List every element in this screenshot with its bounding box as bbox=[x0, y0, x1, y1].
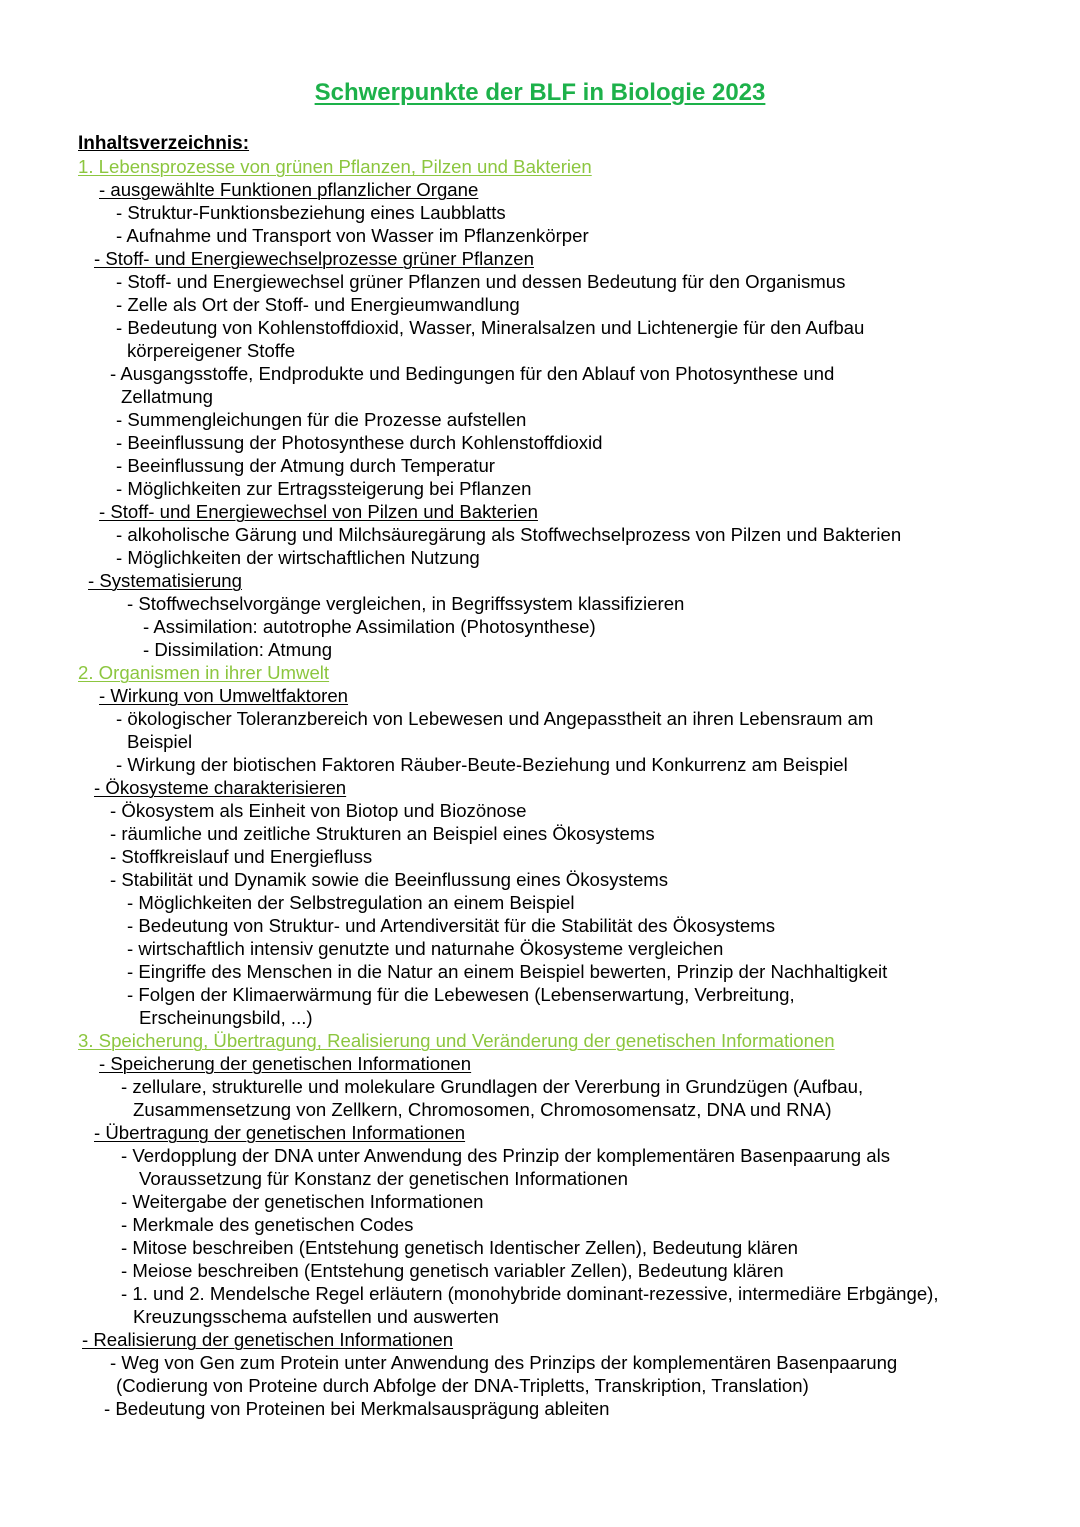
subsection-heading: - Übertragung der genetischen Informationen bbox=[94, 1122, 466, 1143]
list-item: - Möglichkeiten der wirtschaftlichen Nutzung bbox=[116, 547, 480, 568]
subsection-heading: - Systematisierung bbox=[88, 570, 242, 591]
list-item: - Ausgangsstoffe, Endprodukte und Bedingungen für den Ablauf von Photosynthese und bbox=[110, 363, 835, 384]
toc-list bbox=[0, 155, 1080, 1420]
list-item: - Meiose beschreiben (Entstehung genetisch variabler Zellen), Bedeutung klären bbox=[121, 1260, 784, 1281]
list-item: - Zelle als Ort der Stoff- und Energieumwandlung bbox=[116, 294, 520, 315]
subsection-heading: - Stoff- und Energiewechsel von Pilzen und Bakterien bbox=[99, 501, 538, 522]
list-item: - Aufnahme und Transport von Wasser im Pflanzenkörper bbox=[116, 225, 589, 246]
list-item: - Weitergabe der genetischen Informationen bbox=[121, 1191, 484, 1212]
list-item: - alkoholische Gärung und Milchsäuregärung als Stoffwechselprozess von Pilzen und Bakterien bbox=[116, 524, 902, 545]
list-item-continuation: Kreuzungsschema aufstellen und auswerten bbox=[133, 1306, 499, 1327]
page-title: Schwerpunkte der BLF in Biologie 2023 bbox=[314, 79, 766, 106]
list-item-continuation: Erscheinungsbild, ...) bbox=[139, 1007, 313, 1028]
toc-heading: Inhaltsverzeichnis: bbox=[78, 133, 250, 154]
list-item: - Beeinflussung der Photosynthese durch Kohlenstoffdioxid bbox=[116, 432, 603, 453]
list-item: - Merkmale des genetischen Codes bbox=[121, 1214, 414, 1235]
subsection-heading: - ausgewählte Funktionen pflanzlicher Organe bbox=[99, 179, 479, 200]
list-item-continuation: körpereigener Stoffe bbox=[127, 340, 296, 361]
subsection-heading: - Wirkung von Umweltfaktoren bbox=[99, 685, 349, 706]
list-item: - Stoffwechselvorgänge vergleichen, in Begriffssystem klassifizieren bbox=[127, 593, 685, 614]
list-item: - Wirkung der biotischen Faktoren Räuber-Beute-Beziehung und Konkurrenz am Beispiel bbox=[116, 754, 848, 775]
list-item: - Möglichkeiten zur Ertragssteigerung bei Pflanzen bbox=[116, 478, 532, 499]
list-item-continuation: Zellatmung bbox=[121, 386, 213, 407]
list-item-nested: - Möglichkeiten der Selbstregulation an einem Beispiel bbox=[127, 892, 575, 913]
list-item-continuation: Voraussetzung für Konstanz der genetischen Informationen bbox=[139, 1168, 628, 1189]
list-item: - Bedeutung von Proteinen bei Merkmalsausprägung ableiten bbox=[104, 1398, 610, 1419]
list-item: - Beeinflussung der Atmung durch Temperatur bbox=[116, 455, 495, 476]
list-item-nested: - Folgen der Klimaerwärmung für die Lebewesen (Lebenserwartung, Verbreitung, bbox=[127, 984, 795, 1005]
list-item: - 1. und 2. Mendelsche Regel erläutern (monohybride dominant-rezessive, intermediäre Erbgänge), bbox=[121, 1283, 939, 1304]
section-heading-1: 1. Lebensprozesse von grünen Pflanzen, Pilzen und Bakterien bbox=[78, 156, 592, 177]
list-item-continuation: Zusammensetzung von Zellkern, Chromosomen, Chromosomensatz, DNA und RNA) bbox=[133, 1099, 832, 1120]
list-item: - Stoff- und Energiewechsel grüner Pflanzen und dessen Bedeutung für den Organismus bbox=[116, 271, 846, 292]
list-item-nested: - Bedeutung von Struktur- und Artendiversität für die Stabilität des Ökosystems bbox=[127, 915, 776, 936]
list-item: - Bedeutung von Kohlenstoffdioxid, Wasser, Mineralsalzen und Lichtenergie für den Aufbau bbox=[116, 317, 865, 338]
list-item-nested: - Dissimilation: Atmung bbox=[143, 639, 333, 660]
subsection-heading: - Speicherung der genetischen Informationen bbox=[99, 1053, 472, 1074]
list-item: - Mitose beschreiben (Entstehung genetisch Identischer Zellen), Bedeutung klären bbox=[121, 1237, 799, 1258]
section-heading-3: 3. Speicherung, Übertragung, Realisierung und Veränderung der genetischen Informationen bbox=[78, 1030, 835, 1051]
list-item: - Summengleichungen für die Prozesse aufstellen bbox=[116, 409, 527, 430]
list-item: - Stabilität und Dynamik sowie die Beeinflussung eines Ökosystems bbox=[110, 869, 669, 890]
subsection-heading: - Ökosysteme charakterisieren bbox=[94, 777, 347, 798]
section-heading-2: 2. Organismen in ihrer Umwelt bbox=[78, 662, 330, 683]
list-item: - Ökosystem als Einheit von Biotop und Biozönose bbox=[110, 800, 527, 821]
list-item-nested: - Eingriffe des Menschen in die Natur an einem Beispiel bewerten, Prinzip der Nachhaltigkeit bbox=[127, 961, 888, 982]
list-item-nested: - wirtschaftlich intensiv genutzte und naturnahe Ökosysteme vergleichen bbox=[127, 938, 724, 959]
list-item: - ökologischer Toleranzbereich von Lebewesen und Angepasstheit an ihren Lebensraum am bbox=[116, 708, 874, 729]
list-item-nested: - Assimilation: autotrophe Assimilation (Photosynthese) bbox=[143, 616, 596, 637]
list-item: - zellulare, strukturelle und molekulare Grundlagen der Vererbung in Grundzügen (Aufbau, bbox=[121, 1076, 864, 1097]
list-item: - räumliche und zeitliche Strukturen an Beispiel eines Ökosystems bbox=[110, 823, 655, 844]
list-item: - Verdopplung der DNA unter Anwendung des Prinzip der komplementären Basenpaarung als bbox=[121, 1145, 891, 1166]
list-item: - Stoffkreislauf und Energiefluss bbox=[110, 846, 373, 867]
list-item-continuation: Beispiel bbox=[127, 731, 193, 752]
list-item: - Struktur-Funktionsbeziehung eines Laubblatts bbox=[116, 202, 506, 223]
list-item: - Weg von Gen zum Protein unter Anwendung des Prinzips der komplementären Basenpaarung bbox=[110, 1352, 898, 1373]
subsection-heading: - Realisierung der genetischen Informationen bbox=[82, 1329, 454, 1350]
list-item-continuation: (Codierung von Proteine durch Abfolge der DNA-Tripletts, Transkription, Translation) bbox=[116, 1375, 809, 1396]
subsection-heading: - Stoff- und Energiewechselprozesse grüner Pflanzen bbox=[94, 248, 534, 269]
